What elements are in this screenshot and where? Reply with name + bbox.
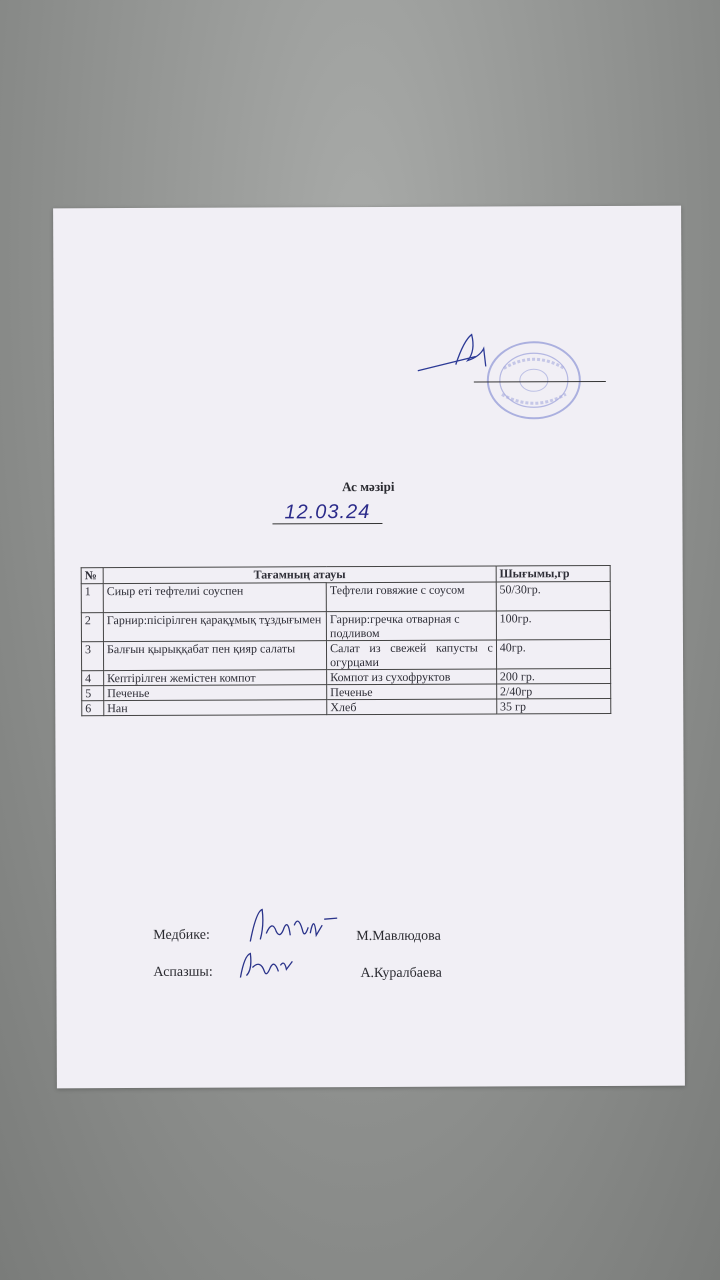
dish-name-ru: Тефтели говяжие с соусом bbox=[326, 582, 496, 612]
cook-name: А.Куралбаева bbox=[360, 965, 442, 982]
dish-name-ru: Салат из свежей капусты с огурцами bbox=[327, 640, 497, 670]
dish-yield: 40гр. bbox=[496, 639, 610, 668]
table-row bbox=[81, 610, 610, 641]
row-num: 5 bbox=[82, 686, 104, 701]
director-signature-icon bbox=[416, 326, 526, 376]
dish-name-kz: Сиыр еті тефтелиі соуспен bbox=[103, 583, 326, 613]
dish-name-ru: Печенье bbox=[327, 684, 497, 700]
header-num: № bbox=[81, 568, 103, 584]
dish-name-kz: Балғын қырыққабат пен қияр салаты bbox=[103, 641, 326, 671]
dish-name-kz: Нан bbox=[104, 700, 327, 716]
dish-yield: 100гр. bbox=[496, 610, 610, 639]
table-row bbox=[81, 639, 610, 670]
row-num: 1 bbox=[81, 584, 103, 613]
dish-name-ru: Хлеб bbox=[327, 699, 497, 715]
dish-name-kz: Кептірілген жемістен компот bbox=[104, 670, 327, 686]
dish-name-ru: Гарнир:гречка отварная с подливом bbox=[326, 611, 496, 641]
row-num: 2 bbox=[81, 613, 103, 642]
dish-name-kz: Печенье bbox=[104, 685, 327, 701]
nurse-name: М.Мавлюдова bbox=[356, 928, 441, 945]
header-dish-name: Тағамның атауы bbox=[103, 566, 496, 584]
dish-yield: 35 гр bbox=[497, 698, 611, 713]
dish-name-ru: Компот из сухофруктов bbox=[327, 669, 497, 685]
nurse-label: Медбике: bbox=[153, 927, 210, 943]
document-title: Ас мәзірі bbox=[342, 478, 395, 495]
nurse-signature-icon bbox=[242, 905, 338, 947]
table-row bbox=[82, 683, 611, 700]
table-row bbox=[81, 581, 610, 612]
approval-block bbox=[53, 206, 682, 429]
cook-label: Аспазшы: bbox=[153, 964, 213, 980]
row-num: 6 bbox=[82, 701, 104, 716]
dish-yield: 2/40гр bbox=[496, 683, 610, 698]
header-yield: Шығымы,гр bbox=[496, 565, 610, 581]
dish-yield: 50/30гр. bbox=[496, 581, 610, 610]
row-num: 3 bbox=[81, 642, 103, 671]
menu-date: 12.03.24 bbox=[272, 501, 382, 524]
table-row bbox=[82, 668, 611, 685]
menu-sheet bbox=[53, 206, 685, 1089]
cook-signature-icon bbox=[236, 947, 296, 983]
dish-name-kz: Гарнир:пісірілген қарақұмық тұздығымен bbox=[103, 612, 326, 642]
dish-yield: 200 гр. bbox=[496, 668, 610, 683]
table-row bbox=[82, 698, 611, 715]
menu-table bbox=[81, 565, 612, 716]
row-num: 4 bbox=[82, 671, 104, 686]
